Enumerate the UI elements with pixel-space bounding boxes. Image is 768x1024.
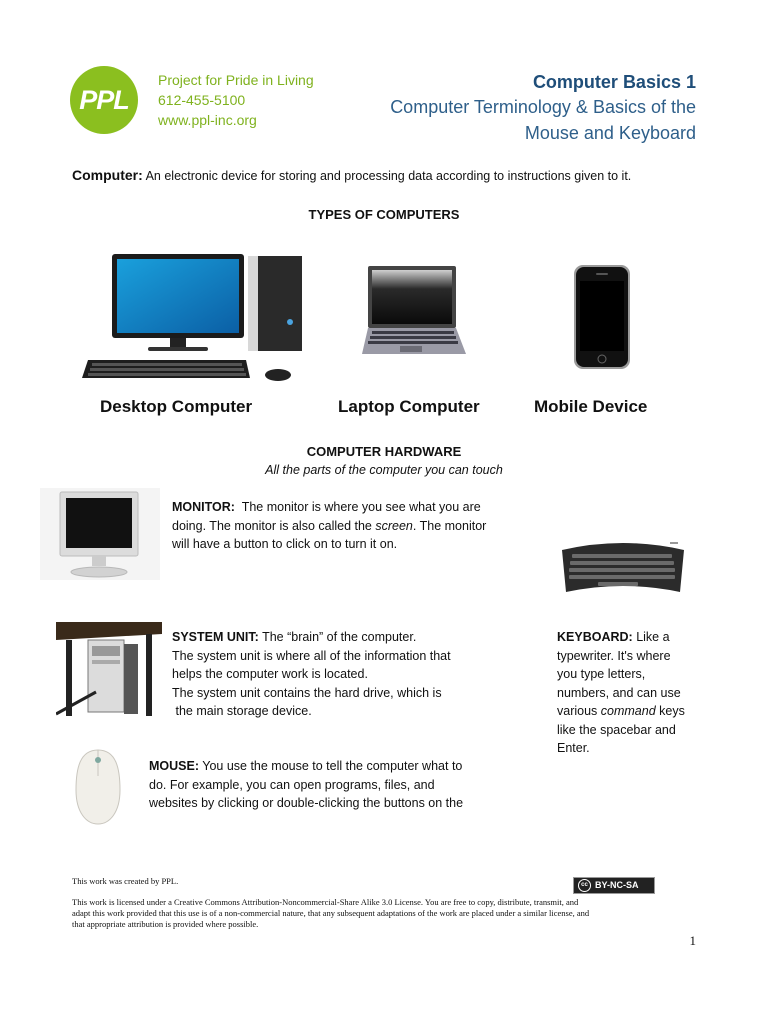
page-title: Computer Basics 1 [532,72,696,92]
monitor-line-2b: . The monitor [412,518,487,533]
hardware-heading: COMPUTER HARDWARE [306,444,462,459]
keyboard-line-4: numbers, and can use [557,685,681,700]
monitor-image [40,488,160,580]
monitor-line-1: The monitor is where you see what you are [241,500,481,514]
desktop-caption: Desktop Computer [100,397,253,416]
cc-license-badge[interactable] [573,877,655,894]
system-unit-line-2: The system unit is where all of the information that [172,648,451,663]
system-unit-label: SYSTEM UNIT: [172,630,259,644]
keyboard-line-5-italic: command [600,704,656,718]
monitor-line-2-italic: screen [375,518,413,533]
system-unit-description [172,628,552,721]
cc-icon: cc [578,879,591,892]
footer-created-by: This work was created by PPL. [72,876,179,886]
mouse-line-1: You use the mouse to tell the computer what to [202,759,463,773]
mouse-line-3: websites by clicking or double-clicking the buttons on the [149,796,464,810]
mouse-line-2: do. For example, you can open programs, files, and [149,777,435,792]
computer-definition [72,167,631,183]
mobile-device-image [570,263,634,371]
keyboard-image [558,536,688,598]
org-name: Project for Pride in Living [158,72,314,88]
mouse-image [72,746,124,826]
monitor-line-3: will have a button to click on to turn it on. [172,537,398,551]
system-unit-line-5: the main storage device. [172,704,312,718]
keyboard-line-5a: various [557,704,601,718]
keyboard-line-2: typewriter. It's where [557,648,671,663]
license-line-2: adapt this work provided that this use is of a non-commercial nature, that any subsequent adaptations of the work are placed under a similar license, and [72,908,590,918]
ppl-logo [70,66,138,134]
keyboard-line-5b: keys [655,704,685,718]
system-unit-line-1: The “brain” of the computer. [262,630,417,644]
system-unit-image [56,622,162,718]
subtitle-line-1: Computer Terminology & Basics of the [390,97,696,117]
org-website[interactable]: www.ppl-inc.org [158,112,257,128]
keyboard-line-1: Like a [636,630,670,644]
mouse-description [149,757,529,813]
monitor-description [172,498,532,554]
page-subtitle [336,94,696,146]
license-line-1: This work is licensed under a Creative Commons Attribution-Noncommercial-Share Alike 3.0 License. You are free to copy, distribute, transmit, and [72,897,579,907]
keyboard-line-7: Enter. [557,741,590,755]
types-heading: TYPES OF COMPUTERS [308,207,460,222]
keyboard-label: KEYBOARD: [557,630,633,644]
laptop-caption: Laptop Computer [338,397,480,416]
org-info [158,70,314,130]
license-line-3: that appropriate attribution is provided where possible. [72,919,259,929]
org-phone: 612-455-5100 [158,92,246,108]
monitor-label: MONITOR: [172,500,235,514]
footer-license [72,897,702,930]
monitor-line-2a: doing. The monitor is also called the [172,518,376,533]
page-number: 1 [689,933,696,948]
keyboard-line-3: you type letters, [557,667,646,681]
keyboard-description [557,628,707,758]
desktop-computer-image [78,250,313,385]
mouse-label: MOUSE: [149,759,199,773]
system-unit-line-4: The system unit contains the hard drive, which is [172,685,442,700]
definition-term: Computer: [72,167,143,183]
laptop-computer-image [360,262,468,360]
definition-text: An electronic device for storing and processing data according to instructions given to it. [145,169,632,183]
cc-badge-label: BY-NC-SA [595,880,639,890]
system-unit-line-3: helps the computer work is located. [172,667,368,681]
mobile-caption: Mobile Device [534,397,648,416]
hardware-subheading: All the parts of the computer you can touch [265,463,503,477]
subtitle-line-2: Mouse and Keyboard [524,123,696,143]
logo-text: PPL [79,85,129,115]
keyboard-line-6: like the spacebar and [557,722,676,737]
